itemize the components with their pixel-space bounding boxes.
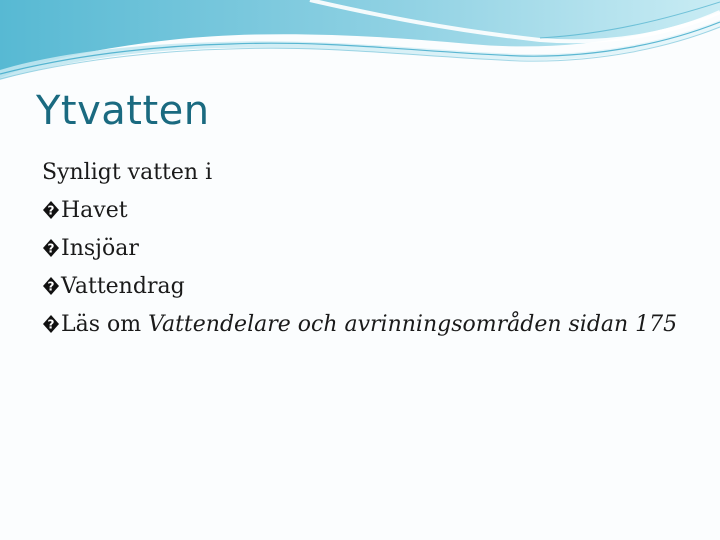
bullet-text: Vattendrag	[61, 274, 185, 299]
bullet-text-prefix: Läs om	[61, 312, 149, 337]
replacement-character-icon	[42, 314, 60, 334]
bullet-text: Havet	[61, 198, 128, 223]
bullet-item	[42, 230, 702, 268]
bullet-item	[42, 306, 702, 344]
bullet-item	[42, 268, 702, 306]
bullet-text: Insjöar	[61, 236, 139, 261]
svg-text:?: ?	[47, 203, 55, 218]
svg-text:?: ?	[47, 317, 55, 332]
svg-text:?: ?	[47, 241, 55, 256]
slide-title: Ytvatten	[36, 88, 210, 134]
slide-body	[42, 154, 702, 344]
svg-text:?: ?	[47, 279, 55, 294]
replacement-character-icon	[42, 276, 60, 296]
intro-line: Synligt vatten i	[42, 160, 213, 185]
bullet-item	[42, 192, 702, 230]
replacement-character-icon	[42, 238, 60, 258]
replacement-character-icon	[42, 200, 60, 220]
reading-reference: Vattendelare och avrinningsområden sidan 175	[148, 312, 678, 337]
